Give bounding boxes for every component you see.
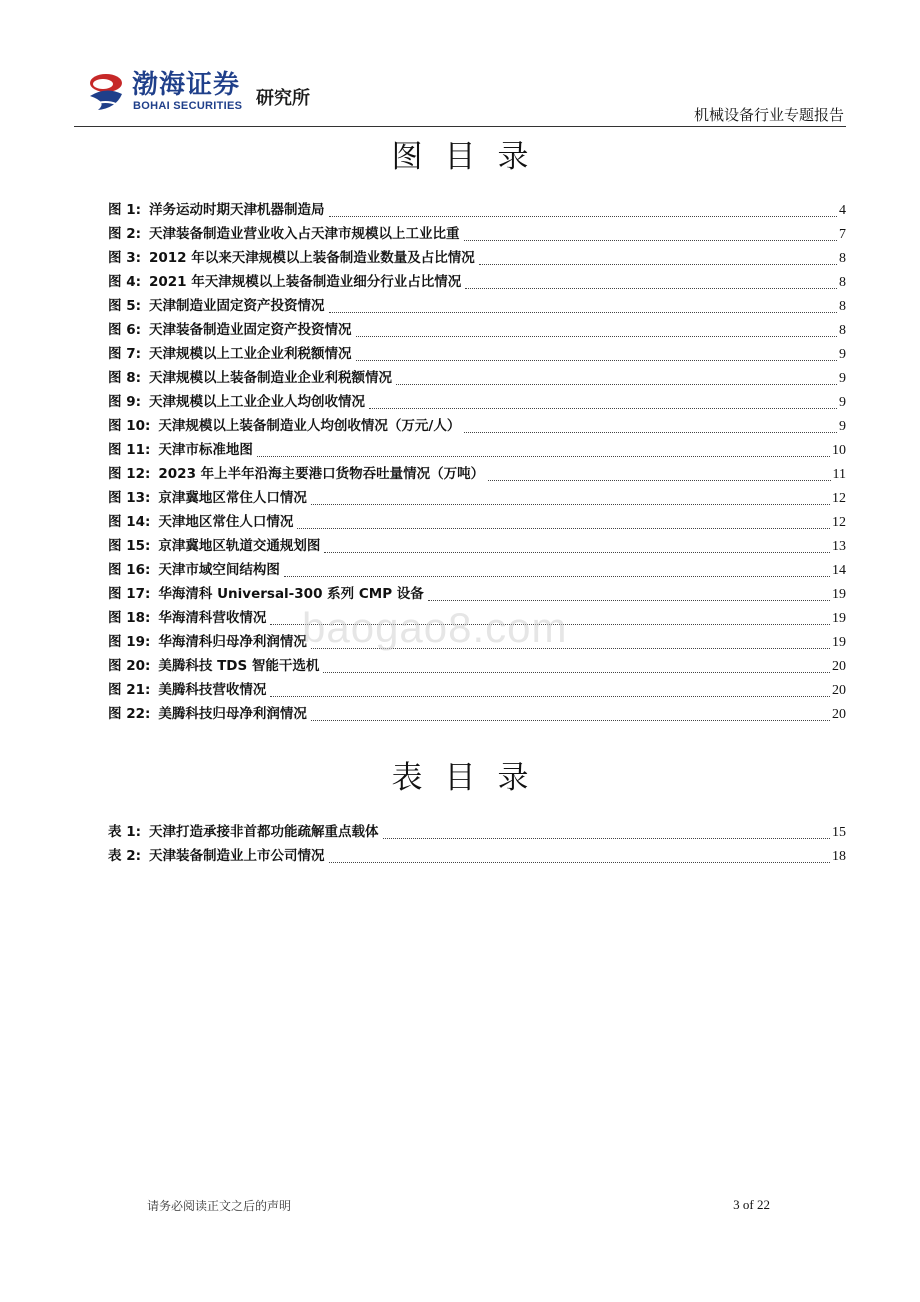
toc-entry[interactable] — [108, 414, 846, 438]
toc-entry-number: 图 4: — [108, 274, 141, 290]
toc-dot-leader — [356, 360, 838, 361]
toc-entry-title: 天津规模以上工业企业利税额情况 — [149, 346, 352, 362]
toc-entry[interactable] — [108, 510, 846, 534]
toc-dot-leader — [369, 408, 837, 409]
toc-dot-leader — [311, 504, 830, 505]
toc-dot-leader — [329, 312, 838, 313]
toc-entry-page: 20 — [832, 659, 846, 674]
toc-entry-number: 图 19: — [108, 634, 151, 650]
toc-entry-page: 12 — [832, 491, 846, 506]
toc-entry-title: 2021 年天津规模以上装备制造业细分行业占比情况 — [149, 274, 462, 290]
toc-entry-title: 天津装备制造业固定资产投资情况 — [149, 322, 352, 338]
toc-entry[interactable] — [108, 486, 846, 510]
watermark: baogao8.com — [302, 604, 568, 651]
toc-dot-leader — [465, 288, 837, 289]
toc-entry[interactable] — [108, 558, 846, 582]
toc-entry-page: 9 — [839, 347, 846, 362]
toc-entry[interactable] — [108, 270, 846, 294]
toc-entry-title: 天津规模以上工业企业人均创收情况 — [149, 394, 365, 410]
bohai-logo-icon — [86, 70, 126, 114]
toc-entry-page: 8 — [839, 323, 846, 338]
toc-dot-leader — [329, 862, 831, 863]
toc-entry-title: 京津冀地区轨道交通规划图 — [158, 538, 321, 554]
toc-entry-number: 图 6: — [108, 322, 141, 338]
toc-entry[interactable] — [108, 198, 846, 222]
toc-entry[interactable] — [108, 844, 846, 868]
toc-entry-number: 表 2: — [108, 848, 141, 864]
table-toc-title: 表目录 — [391, 760, 551, 796]
toc-entry-page: 8 — [839, 299, 846, 314]
toc-entry-page: 10 — [832, 443, 846, 458]
toc-entry-number: 图 7: — [108, 346, 141, 362]
toc-entry[interactable] — [108, 366, 846, 390]
toc-entry[interactable] — [108, 654, 846, 678]
figure-toc-title: 图目录 — [391, 139, 551, 175]
toc-entry-title: 天津市域空间结构图 — [158, 562, 280, 578]
toc-entry-page: 9 — [839, 395, 846, 410]
toc-entry-page: 19 — [832, 587, 846, 602]
toc-dot-leader — [396, 384, 837, 385]
toc-entry[interactable] — [108, 438, 846, 462]
toc-entry-title: 美腾科技归母净利润情况 — [158, 706, 307, 722]
toc-entry-number: 图 13: — [108, 490, 151, 506]
logo-chinese-name: 渤海证券 — [132, 70, 241, 100]
page-header — [0, 0, 920, 130]
toc-entry-title: 洋务运动时期天津机器制造局 — [149, 202, 325, 218]
toc-entry-number: 图 11: — [108, 442, 151, 458]
toc-entry[interactable] — [108, 534, 846, 558]
toc-entry-number: 图 15: — [108, 538, 151, 554]
toc-entry-title: 天津装备制造业上市公司情况 — [149, 848, 325, 864]
toc-entry-page: 8 — [839, 251, 846, 266]
toc-entry-number: 图 22: — [108, 706, 151, 722]
toc-entry-page: 15 — [832, 825, 846, 840]
toc-entry-title: 华海清科归母净利润情况 — [158, 634, 307, 650]
toc-entry-title: 天津制造业固定资产投资情况 — [149, 298, 325, 314]
toc-entry-title: 华海清科营收情况 — [158, 610, 267, 626]
toc-entry[interactable] — [108, 222, 846, 246]
toc-entry-page: 8 — [839, 275, 846, 290]
toc-entry-page: 14 — [832, 563, 846, 578]
toc-entry-title: 天津地区常住人口情况 — [158, 514, 294, 530]
toc-entry[interactable] — [108, 678, 846, 702]
toc-entry[interactable] — [108, 294, 846, 318]
toc-entry-page: 9 — [839, 371, 846, 386]
toc-entry-number: 图 20: — [108, 658, 151, 674]
toc-entry-title: 美腾科技 TDS 智能干选机 — [158, 658, 320, 674]
toc-entry-page: 9 — [839, 419, 846, 434]
toc-entry-title: 天津打造承接非首都功能疏解重点载体 — [149, 824, 379, 840]
toc-entry-title: 2023 年上半年沿海主要港口货物吞吐量情况（万吨） — [158, 466, 485, 482]
toc-entry-page: 7 — [839, 227, 846, 242]
toc-dot-leader — [329, 216, 838, 217]
toc-entry[interactable] — [108, 390, 846, 414]
toc-dot-leader — [257, 456, 830, 457]
toc-entry-number: 图 3: — [108, 250, 141, 266]
toc-entry-page: 12 — [832, 515, 846, 530]
toc-entry-number: 图 14: — [108, 514, 151, 530]
toc-entry[interactable] — [108, 342, 846, 366]
toc-entry-page: 20 — [832, 683, 846, 698]
toc-dot-leader — [270, 696, 830, 697]
toc-entry-page: 19 — [832, 611, 846, 626]
toc-entry-page: 20 — [832, 707, 846, 722]
toc-entry-number: 图 1: — [108, 202, 141, 218]
toc-dot-leader — [311, 720, 830, 721]
toc-entry[interactable] — [108, 582, 846, 606]
toc-entry-number: 图 10: — [108, 418, 151, 434]
toc-entry[interactable] — [108, 820, 846, 844]
toc-entry-title: 2012 年以来天津规模以上装备制造业数量及占比情况 — [149, 250, 475, 266]
toc-entry-title: 天津规模以上装备制造业企业利税额情况 — [149, 370, 392, 386]
toc-entry-number: 图 16: — [108, 562, 151, 578]
toc-entry[interactable] — [108, 318, 846, 342]
toc-entry[interactable] — [108, 702, 846, 726]
toc-entry-title: 京津冀地区常住人口情况 — [158, 490, 307, 506]
toc-entry-number: 图 9: — [108, 394, 141, 410]
toc-entry-title: 天津装备制造业营业收入占天津市规模以上工业比重 — [149, 226, 460, 242]
toc-dot-leader — [323, 672, 830, 673]
logo-english-name: BOHAI SECURITIES — [133, 100, 243, 112]
toc-entry-title: 天津规模以上装备制造业人均创收情况（万元/人） — [158, 418, 461, 434]
bohai-securities-logo — [86, 70, 326, 120]
toc-entry-page: 13 — [832, 539, 846, 554]
toc-dot-leader — [464, 432, 837, 433]
toc-entry-title: 天津市标准地图 — [158, 442, 253, 458]
toc-entry-page: 11 — [832, 467, 846, 482]
toc-entry-number: 图 2: — [108, 226, 141, 242]
header-divider — [74, 126, 846, 127]
toc-dot-leader — [464, 240, 838, 241]
toc-entry-title: 美腾科技营收情况 — [158, 682, 267, 698]
toc-entry-page: 18 — [832, 849, 846, 864]
toc-entry-page: 19 — [832, 635, 846, 650]
toc-dot-leader — [297, 528, 830, 529]
toc-entry-number: 表 1: — [108, 824, 141, 840]
toc-dot-leader — [356, 336, 838, 337]
toc-dot-leader — [284, 576, 830, 577]
toc-entry-page: 4 — [839, 203, 846, 218]
logo-institute-name: 研究所 — [256, 88, 310, 109]
toc-dot-leader — [428, 600, 830, 601]
toc-entry-number: 图 5: — [108, 298, 141, 314]
disclaimer-note: 请务必阅读正文之后的声明 — [147, 1199, 292, 1213]
toc-dot-leader — [488, 480, 830, 481]
toc-entry-number: 图 12: — [108, 466, 151, 482]
toc-dot-leader — [324, 552, 830, 553]
toc-entry[interactable] — [108, 246, 846, 270]
report-category: 机械设备行业专题报告 — [693, 106, 844, 124]
toc-entry-number: 图 17: — [108, 586, 151, 602]
table-toc-list — [108, 820, 846, 868]
toc-dot-leader — [383, 838, 831, 839]
toc-entry-number: 图 21: — [108, 682, 151, 698]
toc-entry-number: 图 8: — [108, 370, 141, 386]
toc-dot-leader — [479, 264, 837, 265]
toc-entry-number: 图 18: — [108, 610, 151, 626]
page-number: 3 of 22 — [733, 1197, 770, 1212]
toc-entry-title: 华海清科 Universal-300 系列 CMP 设备 — [158, 586, 424, 602]
toc-entry[interactable] — [108, 462, 846, 486]
